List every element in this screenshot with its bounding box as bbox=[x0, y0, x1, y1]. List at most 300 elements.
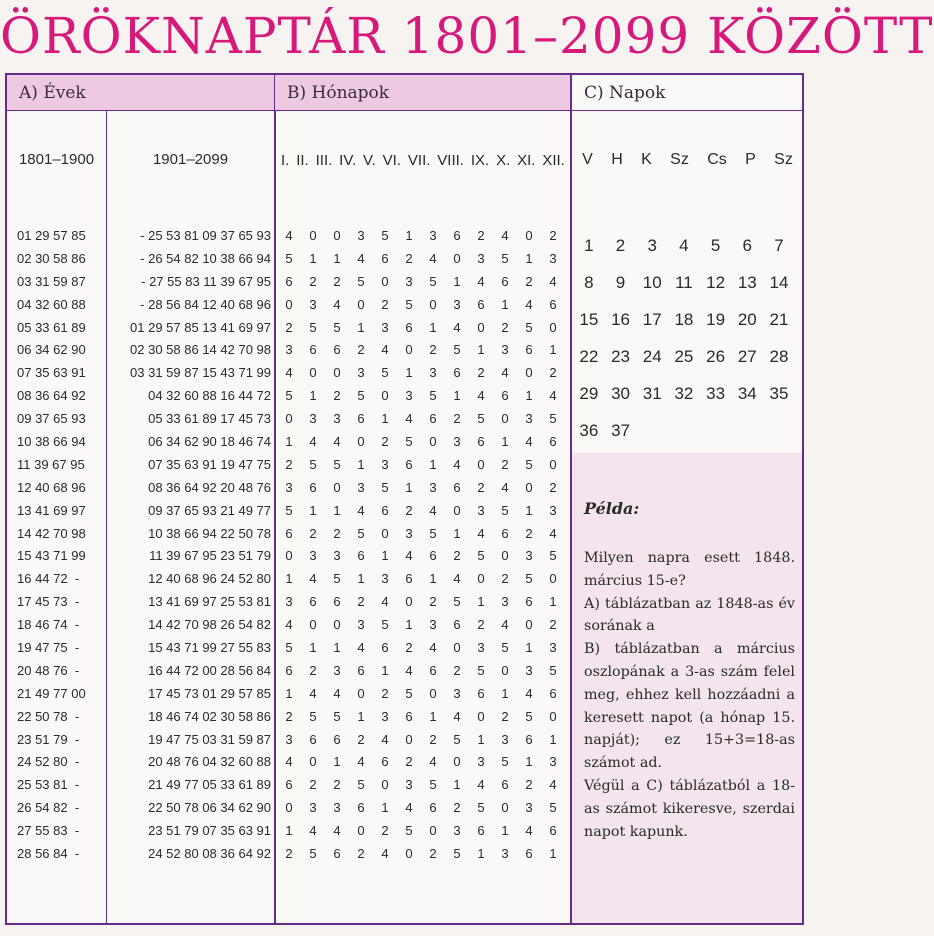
month-value: 5 bbox=[501, 502, 509, 518]
month-value: 6 bbox=[405, 319, 413, 335]
month-value: 2 bbox=[549, 479, 557, 495]
month-value: 5 bbox=[285, 250, 293, 266]
years-1801-1900-list bbox=[17, 225, 103, 866]
month-value: 6 bbox=[381, 640, 389, 656]
month-value: 1 bbox=[525, 250, 533, 266]
month-value: 0 bbox=[381, 388, 389, 404]
table-row bbox=[277, 339, 565, 362]
month-value: 3 bbox=[309, 548, 317, 564]
month-value: 1 bbox=[525, 640, 533, 656]
years-header: A) Évek bbox=[7, 75, 275, 111]
day-number: 36 bbox=[579, 421, 599, 440]
table-row bbox=[277, 545, 565, 568]
month-value: 5 bbox=[333, 456, 341, 472]
month-value: 5 bbox=[549, 411, 557, 427]
table-row bbox=[277, 294, 565, 317]
month-value: 0 bbox=[333, 617, 341, 633]
month-value: 0 bbox=[477, 708, 485, 724]
day-number: 9 bbox=[615, 273, 626, 292]
example-text bbox=[584, 547, 795, 843]
subheader-1901-2099: 1901–2099 bbox=[152, 151, 229, 168]
year-row: 01 29 57 85 bbox=[17, 228, 86, 243]
month-value: 1 bbox=[309, 250, 317, 266]
table-row bbox=[277, 637, 565, 660]
month-value: 0 bbox=[501, 662, 509, 678]
month-value: 1 bbox=[477, 846, 485, 862]
year-row: 21 49 77 05 33 61 89 bbox=[148, 777, 271, 793]
day-number: 27 bbox=[737, 347, 757, 366]
table-row bbox=[277, 408, 565, 431]
month-value: 2 bbox=[285, 319, 293, 335]
month-value: 2 bbox=[357, 342, 365, 358]
month-value: 6 bbox=[309, 342, 317, 358]
month-value: 4 bbox=[333, 685, 341, 701]
month-value: 6 bbox=[501, 388, 509, 404]
month-value: 1 bbox=[429, 319, 437, 335]
month-value: 3 bbox=[381, 571, 389, 587]
month-value: 3 bbox=[333, 662, 341, 678]
month-value: 4 bbox=[357, 754, 365, 770]
year-row: 02 30 58 86 14 42 70 98 bbox=[130, 342, 271, 358]
month-value: 6 bbox=[477, 685, 485, 701]
year-row: 08 36 64 92 20 48 76 bbox=[148, 479, 271, 495]
day-number: 8 bbox=[584, 273, 594, 292]
month-value: 1 bbox=[285, 823, 293, 839]
month-value: 3 bbox=[309, 411, 317, 427]
month-value: 5 bbox=[453, 342, 461, 358]
example-step-a: A) táblázatban az 1848-as év sorának a bbox=[584, 595, 795, 635]
day-label: P bbox=[745, 151, 756, 168]
month-value: 1 bbox=[357, 456, 365, 472]
month-value: 2 bbox=[309, 777, 317, 793]
month-value: 1 bbox=[357, 571, 365, 587]
month-value: 0 bbox=[453, 250, 461, 266]
year-row: 20 48 76 - bbox=[17, 662, 80, 678]
month-value: 4 bbox=[381, 731, 389, 747]
month-value: 1 bbox=[309, 640, 317, 656]
month-value: 5 bbox=[285, 502, 293, 518]
month-value: 5 bbox=[429, 525, 437, 541]
month-value: 3 bbox=[525, 662, 533, 678]
month-value: 5 bbox=[477, 411, 485, 427]
month-value: 6 bbox=[285, 525, 293, 541]
month-value: 4 bbox=[285, 754, 293, 770]
month-value: 3 bbox=[453, 434, 461, 450]
month-value: 6 bbox=[285, 662, 293, 678]
month-value: 3 bbox=[549, 250, 557, 266]
month-value: 2 bbox=[405, 250, 413, 266]
year-row: 17 45 73 01 29 57 85 bbox=[148, 685, 271, 701]
month-value: 5 bbox=[381, 228, 389, 243]
month-value: 3 bbox=[453, 296, 461, 312]
day-number: 24 bbox=[642, 347, 662, 366]
month-value: 1 bbox=[309, 388, 317, 404]
year-row: 26 54 82 - bbox=[17, 800, 80, 816]
month-value: 2 bbox=[453, 800, 461, 816]
month-value: 6 bbox=[549, 823, 557, 839]
month-label: XI. bbox=[517, 151, 536, 169]
month-value: 0 bbox=[357, 434, 365, 450]
month-value: 3 bbox=[525, 548, 533, 564]
month-value: 3 bbox=[549, 502, 557, 518]
month-value: 1 bbox=[381, 800, 389, 816]
month-value: 3 bbox=[549, 640, 557, 656]
month-value: 2 bbox=[429, 594, 437, 610]
table-row bbox=[277, 751, 565, 774]
month-value: 0 bbox=[549, 319, 557, 335]
table-row bbox=[277, 706, 565, 729]
month-label: I. bbox=[281, 151, 290, 169]
month-value: 5 bbox=[429, 388, 437, 404]
day-number: 37 bbox=[611, 421, 630, 440]
month-value: 4 bbox=[381, 342, 389, 358]
month-value: 1 bbox=[453, 525, 461, 541]
month-value: 1 bbox=[333, 640, 341, 656]
month-value: 5 bbox=[309, 319, 317, 335]
month-label: VI. bbox=[382, 151, 402, 169]
month-value: 0 bbox=[357, 685, 365, 701]
month-value: 0 bbox=[381, 525, 389, 541]
month-value: 0 bbox=[381, 273, 389, 289]
month-value: 0 bbox=[453, 502, 461, 518]
month-value: 6 bbox=[405, 571, 413, 587]
day-number: 23 bbox=[611, 347, 630, 366]
year-row: 13 41 69 97 25 53 81 bbox=[148, 594, 271, 610]
month-value: 3 bbox=[525, 800, 533, 816]
month-value: 0 bbox=[357, 823, 365, 839]
month-value: 1 bbox=[525, 502, 533, 518]
month-value: 6 bbox=[549, 434, 557, 450]
month-value: 2 bbox=[285, 846, 293, 862]
table-row bbox=[277, 591, 565, 614]
day-number: 25 bbox=[674, 347, 694, 366]
month-value: 0 bbox=[405, 846, 413, 862]
table-row bbox=[277, 500, 565, 523]
month-value: 2 bbox=[477, 479, 485, 495]
example-step-b: B) táblázatban a március oszlopának a 3-as szám felel meg, ehhez kell hozzáadni a keresett napot (a hónap 15. napját); ez 15+3=18-as számot ad. bbox=[584, 641, 795, 772]
month-value: 2 bbox=[477, 617, 485, 633]
month-value: 1 bbox=[525, 388, 533, 404]
month-value: 2 bbox=[309, 273, 317, 289]
table-row bbox=[277, 271, 565, 294]
month-value: 0 bbox=[453, 754, 461, 770]
year-row: 19 47 75 - bbox=[17, 640, 80, 656]
month-value: 6 bbox=[501, 777, 509, 793]
month-value: 1 bbox=[333, 502, 341, 518]
month-value: 1 bbox=[357, 319, 365, 335]
month-value: 5 bbox=[501, 640, 509, 656]
year-row: 16 44 72 00 28 56 84 bbox=[148, 662, 271, 678]
month-value: 1 bbox=[501, 434, 509, 450]
month-value: 5 bbox=[333, 708, 341, 724]
day-number: 33 bbox=[706, 384, 726, 403]
month-value: 5 bbox=[309, 846, 317, 862]
month-value: 2 bbox=[285, 456, 293, 472]
month-value: 2 bbox=[405, 502, 413, 518]
month-value: 2 bbox=[453, 662, 461, 678]
month-value: 6 bbox=[405, 456, 413, 472]
month-value: 1 bbox=[477, 594, 485, 610]
day-number: 31 bbox=[642, 384, 662, 403]
month-value: 0 bbox=[549, 571, 557, 587]
day-number: 3 bbox=[647, 236, 657, 255]
month-value: 6 bbox=[549, 685, 557, 701]
month-value: 2 bbox=[357, 846, 365, 862]
month-value: 5 bbox=[405, 823, 413, 839]
month-value: 4 bbox=[333, 296, 341, 312]
month-value: 2 bbox=[429, 342, 437, 358]
year-row: 09 37 65 93 21 49 77 bbox=[148, 502, 271, 518]
month-value: 2 bbox=[405, 754, 413, 770]
month-value: 4 bbox=[309, 434, 317, 450]
month-value: 4 bbox=[525, 685, 533, 701]
month-value: 3 bbox=[405, 388, 413, 404]
month-value: 4 bbox=[357, 640, 365, 656]
month-value: 1 bbox=[501, 685, 509, 701]
month-value: 5 bbox=[405, 685, 413, 701]
year-row: 24 52 80 - bbox=[17, 754, 80, 770]
month-value: 5 bbox=[357, 777, 365, 793]
table-row bbox=[277, 614, 565, 637]
month-value: 0 bbox=[429, 296, 437, 312]
page-title: ÖRÖKNAPTÁR 1801–2099 KÖZÖTT bbox=[0, 7, 934, 65]
month-value: 6 bbox=[309, 479, 317, 495]
year-row: - 27 55 83 11 39 67 95 bbox=[141, 273, 271, 289]
month-value: 6 bbox=[501, 273, 509, 289]
month-value: 1 bbox=[405, 228, 413, 243]
month-value: 3 bbox=[333, 548, 341, 564]
day-number: 6 bbox=[742, 236, 753, 255]
month-value: 3 bbox=[333, 411, 341, 427]
month-value: 1 bbox=[429, 708, 437, 724]
month-value: 6 bbox=[525, 342, 533, 358]
month-value: 4 bbox=[549, 273, 557, 289]
table-row bbox=[277, 454, 565, 477]
month-value: 2 bbox=[525, 777, 533, 793]
month-value: 1 bbox=[309, 502, 317, 518]
month-value: 5 bbox=[525, 571, 533, 587]
years-1901-2099-list bbox=[115, 225, 271, 866]
month-value: 4 bbox=[549, 777, 557, 793]
year-row: - 28 56 84 12 40 68 96 bbox=[140, 296, 271, 312]
month-value: 3 bbox=[405, 777, 413, 793]
year-row: 08 36 64 92 bbox=[17, 388, 86, 404]
month-value: 4 bbox=[405, 548, 413, 564]
month-value: 0 bbox=[525, 617, 533, 633]
month-value: 0 bbox=[429, 823, 437, 839]
month-value: 3 bbox=[381, 456, 389, 472]
month-value: 5 bbox=[453, 731, 461, 747]
month-value: 5 bbox=[333, 319, 341, 335]
month-value: 4 bbox=[525, 823, 533, 839]
month-value: 4 bbox=[501, 479, 509, 495]
month-value: 0 bbox=[477, 319, 485, 335]
month-value: 0 bbox=[501, 800, 509, 816]
table-row bbox=[277, 248, 565, 271]
table-row bbox=[277, 797, 565, 820]
month-value: 3 bbox=[525, 411, 533, 427]
table-row bbox=[277, 843, 565, 866]
month-value: 5 bbox=[429, 777, 437, 793]
month-value: 5 bbox=[429, 273, 437, 289]
month-label: IV. bbox=[339, 151, 357, 169]
year-row: 13 41 69 97 bbox=[17, 502, 86, 518]
year-row: 18 46 74 02 30 58 86 bbox=[148, 708, 271, 724]
month-value: 1 bbox=[549, 342, 557, 358]
month-value: 4 bbox=[549, 525, 557, 541]
month-value: 0 bbox=[309, 617, 317, 633]
day-labels bbox=[573, 111, 802, 209]
day-number: 16 bbox=[611, 310, 630, 329]
month-value: 4 bbox=[309, 685, 317, 701]
month-label: VII. bbox=[407, 151, 431, 169]
year-row: 24 52 80 08 36 64 92 bbox=[148, 846, 271, 862]
month-value: 1 bbox=[405, 365, 413, 381]
month-value: 3 bbox=[477, 640, 485, 656]
month-label: IX. bbox=[470, 151, 490, 169]
year-row: 06 34 62 90 18 46 74 bbox=[148, 434, 271, 450]
month-value: 2 bbox=[501, 319, 509, 335]
day-number: 19 bbox=[706, 310, 726, 329]
month-value: 4 bbox=[285, 617, 293, 633]
month-value: 2 bbox=[357, 594, 365, 610]
month-value: 4 bbox=[357, 502, 365, 518]
table-row bbox=[277, 431, 565, 454]
month-value: 2 bbox=[381, 685, 389, 701]
month-value: 6 bbox=[501, 525, 509, 541]
month-value: 4 bbox=[453, 456, 461, 472]
table-row bbox=[277, 568, 565, 591]
month-value: 3 bbox=[405, 525, 413, 541]
year-row: 05 33 61 89 17 45 73 bbox=[148, 411, 271, 427]
month-value: 1 bbox=[285, 434, 293, 450]
month-value: 5 bbox=[381, 617, 389, 633]
month-value: 4 bbox=[501, 617, 509, 633]
month-value: 1 bbox=[453, 273, 461, 289]
year-row: 10 38 66 94 bbox=[17, 434, 86, 450]
month-value: 6 bbox=[357, 548, 365, 564]
day-number: 5 bbox=[710, 236, 721, 255]
month-label: II. bbox=[296, 151, 309, 169]
month-value: 2 bbox=[333, 273, 341, 289]
month-value: 5 bbox=[525, 319, 533, 335]
month-value: 3 bbox=[285, 731, 293, 747]
month-value: 4 bbox=[429, 640, 437, 656]
month-value: 0 bbox=[477, 456, 485, 472]
month-value: 6 bbox=[525, 594, 533, 610]
month-value: 3 bbox=[309, 800, 317, 816]
month-value: 1 bbox=[429, 456, 437, 472]
month-value: 6 bbox=[309, 731, 317, 747]
month-value: 3 bbox=[453, 685, 461, 701]
month-value: 5 bbox=[477, 800, 485, 816]
month-value: 4 bbox=[477, 777, 485, 793]
table-row bbox=[573, 227, 795, 264]
year-row: 09 37 65 93 bbox=[17, 411, 86, 427]
month-label: III. bbox=[315, 151, 333, 169]
year-row: 01 29 57 85 13 41 69 97 bbox=[130, 319, 271, 335]
day-number: 28 bbox=[769, 347, 789, 366]
month-value: 6 bbox=[477, 823, 485, 839]
month-value: 0 bbox=[309, 228, 317, 243]
month-value: 6 bbox=[477, 296, 485, 312]
month-value: 2 bbox=[549, 228, 557, 243]
month-value: 5 bbox=[501, 250, 509, 266]
month-value: 4 bbox=[501, 228, 509, 243]
year-row: 20 48 76 04 32 60 88 bbox=[148, 754, 271, 770]
month-value: 3 bbox=[405, 273, 413, 289]
month-value: 1 bbox=[381, 411, 389, 427]
year-row: 15 43 71 99 bbox=[17, 548, 86, 564]
month-value: 2 bbox=[525, 525, 533, 541]
month-label: VIII. bbox=[437, 151, 464, 169]
month-value: 6 bbox=[333, 594, 341, 610]
month-value: 5 bbox=[357, 388, 365, 404]
table-row bbox=[573, 375, 795, 412]
year-row: 27 55 83 - bbox=[17, 823, 80, 839]
year-row: 05 33 61 89 bbox=[17, 319, 86, 335]
month-value: 4 bbox=[333, 823, 341, 839]
month-label: X. bbox=[496, 151, 511, 169]
year-row: 15 43 71 99 27 55 83 bbox=[148, 640, 271, 656]
month-value: 1 bbox=[429, 571, 437, 587]
month-value: 0 bbox=[429, 434, 437, 450]
divider bbox=[274, 111, 276, 923]
day-number: 30 bbox=[611, 384, 630, 403]
month-value: 0 bbox=[405, 731, 413, 747]
month-value: 5 bbox=[525, 708, 533, 724]
table-row bbox=[573, 338, 795, 375]
month-value: 6 bbox=[357, 662, 365, 678]
day-number: 35 bbox=[769, 384, 789, 403]
month-value: 5 bbox=[357, 273, 365, 289]
day-number: 12 bbox=[706, 273, 726, 292]
month-value: 1 bbox=[453, 388, 461, 404]
month-value: 5 bbox=[501, 754, 509, 770]
month-value: 2 bbox=[333, 388, 341, 404]
month-value: 3 bbox=[357, 617, 365, 633]
month-value: 5 bbox=[405, 296, 413, 312]
year-row: 12 40 68 96 bbox=[17, 479, 86, 495]
month-value: 0 bbox=[285, 296, 293, 312]
month-label: V. bbox=[363, 151, 376, 169]
day-number: 17 bbox=[642, 310, 662, 329]
year-row: 23 51 79 - bbox=[17, 731, 80, 747]
month-value: 3 bbox=[429, 365, 437, 381]
month-value: 1 bbox=[381, 662, 389, 678]
month-value: 1 bbox=[549, 731, 557, 747]
year-row: 22 50 78 - bbox=[17, 708, 80, 724]
year-row: 14 42 70 98 26 54 82 bbox=[148, 617, 271, 633]
month-value: 0 bbox=[405, 342, 413, 358]
month-value: 5 bbox=[333, 571, 341, 587]
month-label: XII. bbox=[542, 151, 565, 169]
month-value: 6 bbox=[381, 250, 389, 266]
month-value: 6 bbox=[381, 754, 389, 770]
month-value: 2 bbox=[285, 708, 293, 724]
month-value: 4 bbox=[453, 708, 461, 724]
month-value: 2 bbox=[501, 456, 509, 472]
year-row: 03 31 59 87 15 43 71 99 bbox=[130, 365, 271, 381]
month-value: 2 bbox=[333, 525, 341, 541]
month-value: 4 bbox=[333, 434, 341, 450]
year-row: - 26 54 82 10 38 66 94 bbox=[140, 250, 271, 266]
month-value: 1 bbox=[549, 594, 557, 610]
month-value: 6 bbox=[477, 434, 485, 450]
month-value: 5 bbox=[285, 388, 293, 404]
year-row: 25 53 81 - bbox=[17, 777, 80, 793]
month-value: 6 bbox=[453, 228, 461, 243]
